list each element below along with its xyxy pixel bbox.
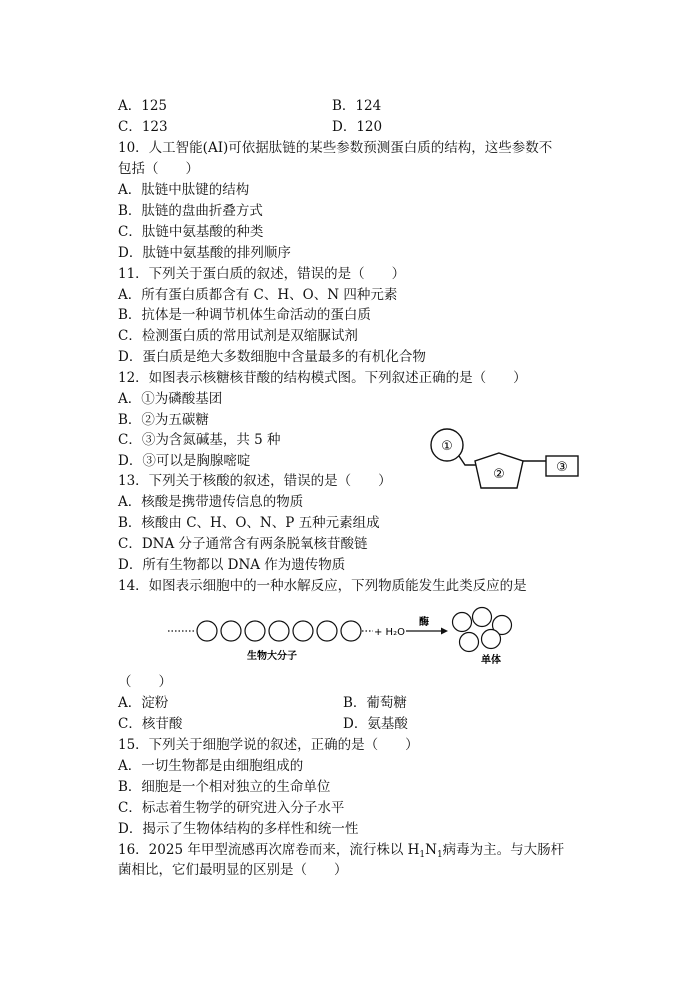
q14-paren: （ ）	[118, 674, 172, 690]
q10-option-c: C．肽链中氨基酸的种类	[118, 224, 264, 240]
q12-option-c: C．③为含氮碱基，共 5 种	[118, 432, 281, 448]
q16-stem-part1: 16．2025 年甲型流感再次席卷而来，流行株以 H	[118, 842, 420, 858]
q13-option-b: B．核酸由 C、H、O、N、P 五种元素组成	[118, 515, 380, 531]
q13-option-d: D．所有生物都以 DNA 作为遗传物质	[118, 557, 346, 573]
q12-option-b: B．②为五碳糖	[118, 412, 209, 428]
monomer-bead	[197, 621, 217, 641]
monomer-bead	[245, 621, 265, 641]
label-2: ②	[493, 467, 505, 482]
monomer-bead	[341, 621, 361, 641]
q12-stem: 12．如图表示核糖核苷酸的结构模式图。下列叙述正确的是（ ）	[118, 370, 527, 386]
q15-option-d: D．揭示了生物体结构的多样性和统一性	[118, 821, 359, 837]
monomer-bead	[317, 621, 337, 641]
monomer-free	[482, 630, 501, 649]
q11-option-d: D．蛋白质是绝大多数细胞中含量最多的有机化合物	[118, 349, 426, 365]
q11-option-a: A．所有蛋白质都含有 C、H、O、N 四种元素	[118, 287, 398, 303]
hydrolysis-diagram	[165, 605, 525, 673]
q13-option-c: C．DNA 分子通常含有两条脱氧核苷酸链	[118, 536, 368, 552]
q12-option-d: D．③可以是胸腺嘧啶	[118, 453, 251, 469]
q14-option-d: D．氨基酸	[343, 716, 408, 732]
label-3: ③	[556, 460, 568, 475]
q13-stem: 13．下列关于核酸的叙述，错误的是（ ）	[118, 473, 392, 489]
enzyme-label: 酶	[419, 617, 429, 628]
monomer-label: 单体	[481, 655, 501, 666]
label-1: ①	[441, 439, 453, 454]
q10-stem-line2: 包括（ ）	[118, 161, 199, 177]
q12-option-a: A．①为磷酸基团	[118, 391, 223, 407]
monomer-free	[473, 608, 492, 627]
macromolecule-chain	[197, 621, 361, 641]
monomer-cluster	[453, 608, 512, 652]
reaction-arrow-head	[441, 628, 448, 635]
q15-option-c: C．标志着生物学的研究进入分子水平	[118, 800, 345, 816]
q16-stem-part2: 病毒为主。与大肠杆	[442, 842, 565, 858]
q14-stem: 14．如图表示细胞中的一种水解反应，下列物质能发生此类反应的是	[118, 578, 527, 594]
q9-option-b: B．124	[332, 98, 382, 114]
q13-option-a: A．核酸是携带遗传信息的物质	[118, 494, 304, 510]
q9-option-a: A．125	[118, 98, 168, 114]
monomer-bead	[269, 621, 289, 641]
monomer-bead	[293, 621, 313, 641]
q16-sub2: 1	[436, 850, 443, 860]
nucleotide-diagram	[425, 425, 590, 500]
q15-option-b: B．细胞是一个相对独立的生命单位	[118, 779, 331, 795]
q10-stem-line1: 10．人工智能(AI)可依据肽链的某些参数预测蛋白质的结构，这些参数不	[118, 140, 553, 156]
monomer-free	[453, 613, 472, 632]
water-label: + H₂O	[374, 627, 405, 638]
q15-stem: 15．下列关于细胞学说的叙述，正确的是（ ）	[118, 737, 419, 753]
q11-stem: 11．下列关于蛋白质的叙述，错误的是（ ）	[118, 266, 406, 282]
q10-option-d: D．肽链中氨基酸的排列顺序	[118, 245, 291, 261]
q10-option-a: A．肽链中肽键的结构	[118, 182, 250, 198]
q14-option-c: C．核苷酸	[118, 716, 183, 732]
q16-stem-line2: 菌相比，它们最明显的区别是（ ）	[118, 862, 348, 878]
macromolecule-label: 生物大分子	[247, 651, 297, 662]
q16-sub1: 1	[419, 850, 426, 860]
q9-option-c: C．123	[118, 119, 168, 135]
q10-option-b: B．肽链的盘曲折叠方式	[118, 203, 263, 219]
q11-option-c: C．检测蛋白质的常用试剂是双缩脲试剂	[118, 328, 358, 344]
monomer-free	[460, 633, 479, 652]
q9-option-d: D．120	[332, 119, 383, 135]
q16-mid: N	[425, 842, 437, 858]
q14-option-b: B．葡萄糖	[343, 695, 407, 711]
q15-option-a: A．一切生物都是由细胞组成的	[118, 758, 304, 774]
monomer-bead	[221, 621, 241, 641]
q11-option-b: B．抗体是一种调节机体生命活动的蛋白质	[118, 307, 371, 323]
q14-option-a: A．淀粉	[118, 695, 169, 711]
